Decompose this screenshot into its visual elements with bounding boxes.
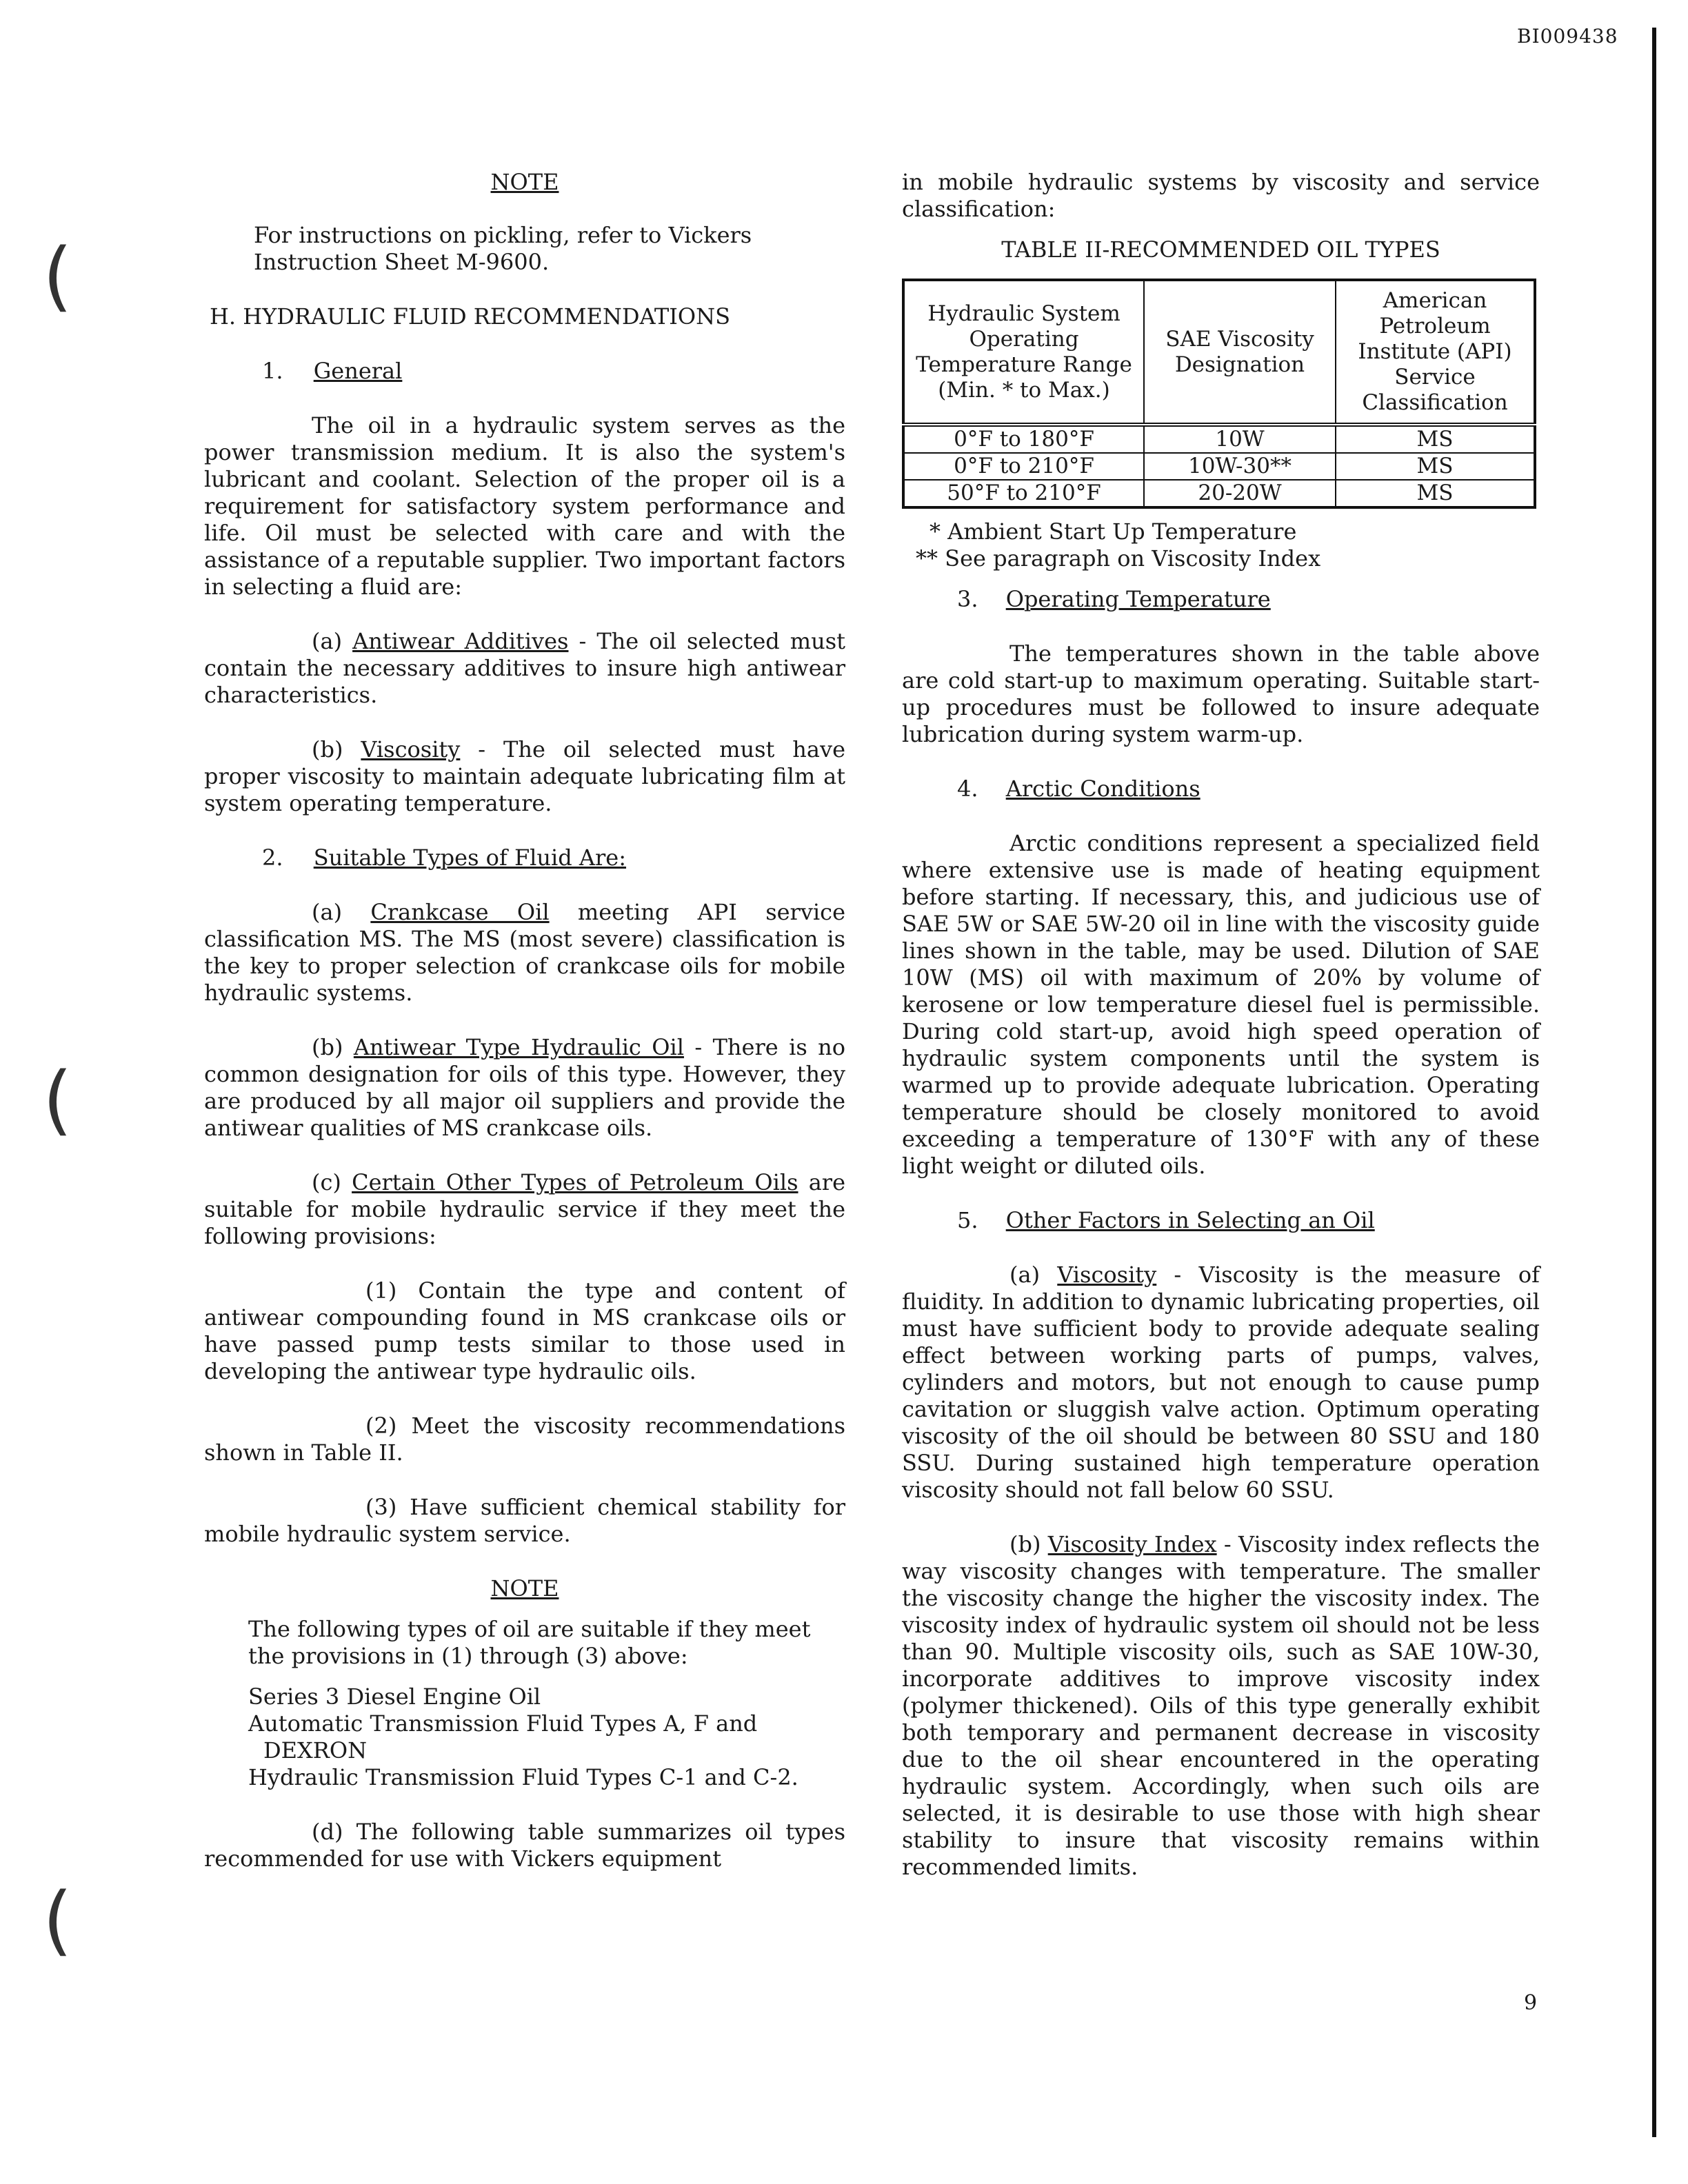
provision-3: (3) Have sufficient chemical stability for mobile hydraulic system service. (204, 1494, 845, 1547)
subsection-heading-suitable (204, 845, 845, 871)
table-cell: 50°F to 210°F (903, 480, 1144, 507)
item-title: Viscosity (1057, 1262, 1157, 1288)
recommended-oil-table (902, 279, 1536, 509)
item-viscosity (902, 1262, 1540, 1504)
item-viscosity-index (902, 1531, 1540, 1881)
general-paragraph: The oil in a hydraulic system serves as the power transmission medium. It is also the system's lubricant and coolant. Selection of the proper oil is a requirement for satisfactory system performance and life. Oil must be selected with care and with the assistance of a reputable supplier. Two important factors in selecting a fluid are: (204, 412, 845, 600)
table-row (903, 480, 1535, 507)
scan-edge (1652, 28, 1656, 2137)
item-crankcase-oil (204, 899, 845, 1007)
subsection-number: 3. (957, 586, 978, 612)
section-heading: H. HYDRAULIC FLUID RECOMMENDATIONS (210, 303, 731, 330)
subsection-number: 2. (262, 845, 283, 871)
table-row (903, 425, 1535, 453)
list-item: Hydraulic Transmission Fluid Types C-1 and C-2. (248, 1764, 798, 1790)
item-label: (a) (312, 628, 343, 654)
table-header: Hydraulic System Operating Temperature Range (Min. * to Max.) (903, 280, 1144, 425)
right-column (902, 169, 1540, 1881)
item-text: - The oil selected must have proper viscosity to maintain adequate lubricating film at system operating temperature. (204, 736, 845, 816)
item-label: (a) (1009, 1262, 1041, 1288)
note-text: The following types of oil are suitable if they meet the provisions in (1) through (3) above: (248, 1616, 811, 1669)
subsection-title: General (313, 358, 403, 384)
left-column (204, 169, 845, 1872)
summary-continuation: in mobile hydraulic systems by viscosity and service classification: (902, 169, 1540, 222)
item-title: Antiwear Additives (352, 628, 569, 654)
item-title: Crankcase Oil (370, 899, 550, 925)
item-label: (c) (312, 1169, 341, 1195)
item-d-summary: (d) The following table summarizes oil types recommended for use with Vickers equipment (204, 1819, 845, 1872)
item-label: (b) (312, 736, 343, 762)
subsection-title: Operating Temperature (1005, 586, 1271, 612)
table-cell: 10W (1144, 425, 1336, 453)
document-id: BI009438 (1517, 25, 1618, 48)
item-text: are suitable for mobile hydraulic service if they meet the following provisions: (204, 1169, 846, 1249)
subsection-number: 4. (957, 776, 978, 802)
subsection-number: 1. (262, 358, 283, 384)
item-text: - Viscosity index reflects the way viscosity changes with temperature. The smaller the viscosity change the higher the viscosity index. The viscosity index of hydraulic system oil should not be less than 90. Multiple viscosity oils, such as SAE 10W-30, incorporate additives to improve viscosity index (polymer thickened). Oils of this type generally exhibit both temporary and permanent decrease in viscosity due to the oil shear encountered in the operating hydraulic system. Accordingly, when such oils are selected, it is desirable to use those with high shear stability to insure that viscosity remains within recommended limits. (902, 1531, 1540, 1880)
item-antiwear-hydraulic-oil (204, 1034, 845, 1142)
table-cell: 0°F to 210°F (903, 453, 1144, 480)
note-text: For instructions on pickling, refer to Vickers Instruction Sheet M-9600. (254, 222, 752, 275)
table-header: SAE Viscosity Designation (1144, 280, 1336, 425)
page-number: 9 (1524, 1991, 1538, 2015)
arctic-conditions-paragraph: Arctic conditions represent a specialized field where extensive use is made of heating equipment before starting. If necessary, this, and judicious use of SAE 5W or SAE 5W-20 oil in line with the viscosity guide lines shown in the table, may be used. Dilution of SAE 10W (MS) oil with maximum of 20% by volume of kerosene or low temperature diesel fuel is permissible. During cold start-up, avoid high speed operation of hydraulic system components until the system is warmed up to provide adequate lubrication. Operating temperature should be closely monitored to avoid exceeding a temperature of 130°F with any of these light weight or diluted oils. (902, 830, 1540, 1179)
oil-type-list (204, 1684, 845, 1791)
list-item: Series 3 Diesel Engine Oil (248, 1684, 541, 1710)
item-title: Certain Other Types of Petroleum Oils (352, 1169, 798, 1195)
subsection-heading-other-factors (902, 1207, 1540, 1234)
item-label: (a) (312, 899, 343, 925)
table-cell: MS (1336, 480, 1535, 507)
item-text: meeting API service classification MS. The MS (most severe) classification is the key to proper selection of crankcase oils for mobile hydraulic systems. (204, 899, 846, 1006)
table-cell: 10W-30** (1144, 453, 1336, 480)
table-cell: 20-20W (1144, 480, 1336, 507)
operating-temperature-paragraph: The temperatures shown in the table above are cold start-up to maximum operating. Suitable start-up procedures must be followed to insure adequate lubrication during system warm-up. (902, 640, 1540, 747)
item-title: Viscosity (361, 736, 461, 762)
item-text: - Viscosity is the measure of fluidity. In addition to dynamic lubricating properties, oil must have sufficient body to provide adequate sealing effect between working parts of pumps, valves, cylinders and motors, but not enough to cause pump cavitation or sluggish valve action. Optimum operating viscosity of the oil should be between 80 SSU and 180 SSU. During sustained high temperature operation viscosity should not fall below 60 SSU. (902, 1262, 1540, 1503)
subsection-title: Suitable Types of Fluid Are: (313, 845, 627, 871)
item-title: Antiwear Type Hydraulic Oil (353, 1034, 684, 1060)
subsection-heading-arctic (902, 776, 1540, 802)
table-footnote: * Ambient Start Up Temperature (930, 518, 1297, 545)
item-text: - There is no common designation for oils of this type. However, they are produced by all major oil suppliers and provide the antiwear qualities of MS crankcase oils. (204, 1034, 846, 1141)
table-cell: MS (1336, 425, 1535, 453)
provision-2: (2) Meet the viscosity recommendations shown in Table II. (204, 1413, 845, 1466)
table-header: American Petroleum Institute (API) Service Classification (1336, 280, 1535, 425)
subsection-number: 5. (957, 1207, 978, 1233)
table-row (903, 453, 1535, 480)
table-cell: 0°F to 180°F (903, 425, 1144, 453)
note-title: NOTE (490, 1575, 559, 1601)
binder-hole-mark: ( (43, 232, 72, 320)
table-cell: MS (1336, 453, 1535, 480)
subsection-title: Other Factors in Selecting an Oil (1005, 1207, 1375, 1233)
item-label: (b) (1009, 1531, 1041, 1557)
subsection-heading-general (204, 358, 845, 385)
table-title: TABLE II-RECOMMENDED OIL TYPES (1001, 236, 1440, 263)
item-text: - The oil selected must contain the necessary additives to insure high antiwear characteristics. (204, 628, 846, 708)
note-title: NOTE (490, 169, 559, 195)
subsection-heading-operating-temperature (902, 586, 1540, 613)
item-other-petroleum-oils (204, 1169, 845, 1250)
binder-hole-mark: ( (43, 1876, 72, 1964)
item-a-antiwear (204, 628, 845, 709)
provision-1: (1) Contain the type and content of antiwear compounding found in MS crankcase oils or have passed pump tests similar to those used in developing the antiwear type hydraulic oils. (204, 1277, 845, 1384)
item-label: (b) (312, 1034, 343, 1060)
table-footnote: ** See paragraph on Viscosity Index (916, 545, 1321, 572)
list-item: Automatic Transmission Fluid Types A, F and DEXRON (248, 1710, 758, 1763)
binder-hole-mark: ( (43, 1055, 72, 1144)
subsection-title: Arctic Conditions (1005, 776, 1200, 802)
item-title: Viscosity Index (1047, 1531, 1217, 1557)
item-b-viscosity (204, 736, 845, 817)
